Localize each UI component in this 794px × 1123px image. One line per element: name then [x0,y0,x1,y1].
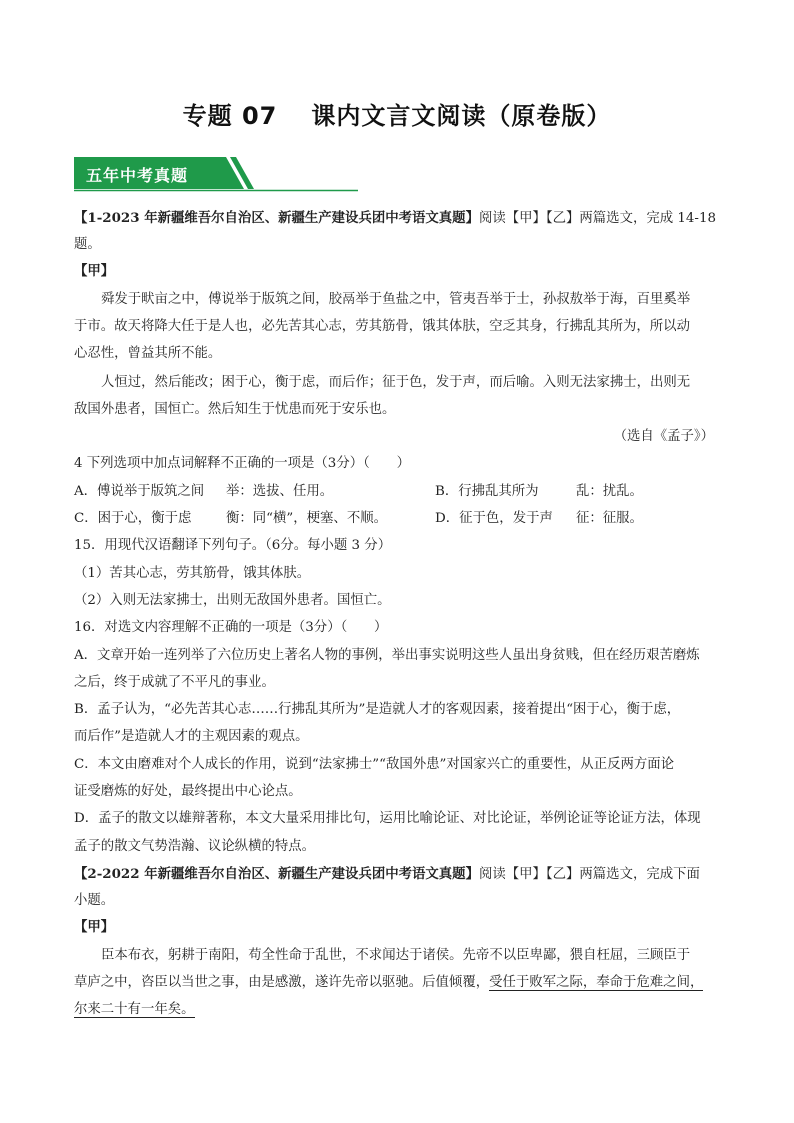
q2-p1-line [74,974,734,992]
q2-header-bold: 【2-2022 年新疆维吾尔自治区、新疆生产建设兵团中考语文真题】 [74,866,479,882]
q2-p1-underlined: 受任于败军之际，奉命于危难之间， [489,975,704,990]
q1-jia-label: 【甲】 [74,263,115,279]
q14-option-b-def: 乱：扰乱。 [576,484,643,499]
q14-option-a: A．傅说举于版筑之间 [74,484,205,499]
q2-p1-underlined-cont: 尔来二十有一年矣。 [74,1002,195,1017]
page-title [0,96,794,131]
q1-header-bold: 【1-2023 年新疆维吾尔自治区、新疆生产建设兵团中考语文真题】 [74,210,479,226]
q1-p2-line: 人恒过，然后能改；困于心，衡于虑，而后作；征于色，发于声，而后喻。入则无法家拂士，出则无 [101,375,691,390]
q14-option-b: B．行拂乱其所为 [435,484,539,499]
q2-jia-label: 【甲】 [74,919,115,935]
q1-p1-line: 舜发于畎亩之中，傅说举于版筑之间，胶鬲举于鱼盐之中，管夷吾举于士，孙叔敖举于海，百里奚举 [101,292,691,307]
q1-p2-line: 敌国外患者，国恒亡。然后知生于忧患而死于安乐也。 [74,402,396,417]
title-main: 课内文言文阅读（原卷版） [311,102,612,130]
q2-header-cont: 小题。 [74,893,115,908]
title-prefix: 专题 07 [182,102,278,130]
q16-option-line: 孟子的散文气势浩瀚、议论纵横的特点。 [74,839,316,854]
q15-item-1: （1）苦其心志，劳其筋骨，饿其体肤。 [74,566,311,581]
q2-header [74,865,734,884]
q1-p1-line: 心忍性，曾益其所不能。 [74,346,222,361]
q16-option-line: C．本文由磨难对个人成长的作用，说到“法家拂士”“敌国外患”对国家兴亡的重要性，从正反两方面论 [74,757,675,772]
q2-header-rest: 阅读【甲】【乙】两篇选文，完成下面 [478,867,700,882]
q16-option-line: 证受磨炼的好处，最终提出中心论点。 [74,784,302,799]
q14-stem: 4 下列选项中加点词解释不正确的一项是（3分）（ ） [74,456,410,471]
q14-option-a-def: 举：选拔、任用。 [226,484,334,499]
q2-p1-line [74,1001,734,1019]
q2-p1-plain: 草庐之中，咨臣以当世之事，由是感激，遂许先帝以驱驰。后值倾覆， [74,975,490,990]
q1-header-rest: 阅读【甲】【乙】两篇选文，完成 14-18 [478,211,716,226]
q14-option-d: D．征于色，发于声 [435,511,553,526]
q1-p1-line: 于市。故天将降大任于是人也，必先苦其心志，劳其筋骨，饿其体肤，空乏其身，行拂乱其所为，所以动 [74,319,690,334]
q1-header-cont: 题。 [74,237,101,252]
banner-label: 五年中考真题 [86,166,189,185]
q14-option-row [74,510,734,528]
q15-item-2: （2）入则无法家拂士，出则无敌国外患者。国恒亡。 [74,593,391,608]
q16-option-line: D．孟子的散文以雄辩著称，本文大量采用排比句，运用比喻论证、对比论证，举例论证等论证方法，体现 [74,811,701,826]
q14-option-c: C．困于心，衡于虑 [74,511,192,526]
q16-option-line: A．文章开始一连列举了六位历史上著名人物的事例，举出事实说明这些人虽出身贫贱，但在经历艰苦磨炼 [74,648,700,663]
q16-stem: 16．对选文内容理解不正确的一项是（3分）（ ） [74,620,388,635]
q14-option-c-def: 衡：同“横”，梗塞、不顺。 [226,511,387,526]
q16-option-line: 而后作”是造就人才的主观因素的观点。 [74,729,309,744]
q14-option-d-def: 征：征服。 [576,511,643,526]
q1-source: （选自《孟子》） [613,429,714,444]
q16-option-line: B．孟子认为，“必先苦其心志……行拂乱其所为”是造就人才的客观因素，接着提出“困于心，衡于虑， [74,702,681,717]
section-banner [74,157,358,193]
q16-option-line: 之后，终于成就了不平凡的事业。 [74,675,275,690]
q1-header [74,209,734,228]
q15-stem: 15．用现代汉语翻译下列句子。（6分。每小题 3 分） [74,538,392,553]
q2-p1-line: 臣本布衣，躬耕于南阳，苟全性命于乱世，不求闻达于诸侯。先帝不以臣卑鄙，猥自枉屈，三顾臣于 [101,948,691,963]
q14-option-row [74,483,734,501]
